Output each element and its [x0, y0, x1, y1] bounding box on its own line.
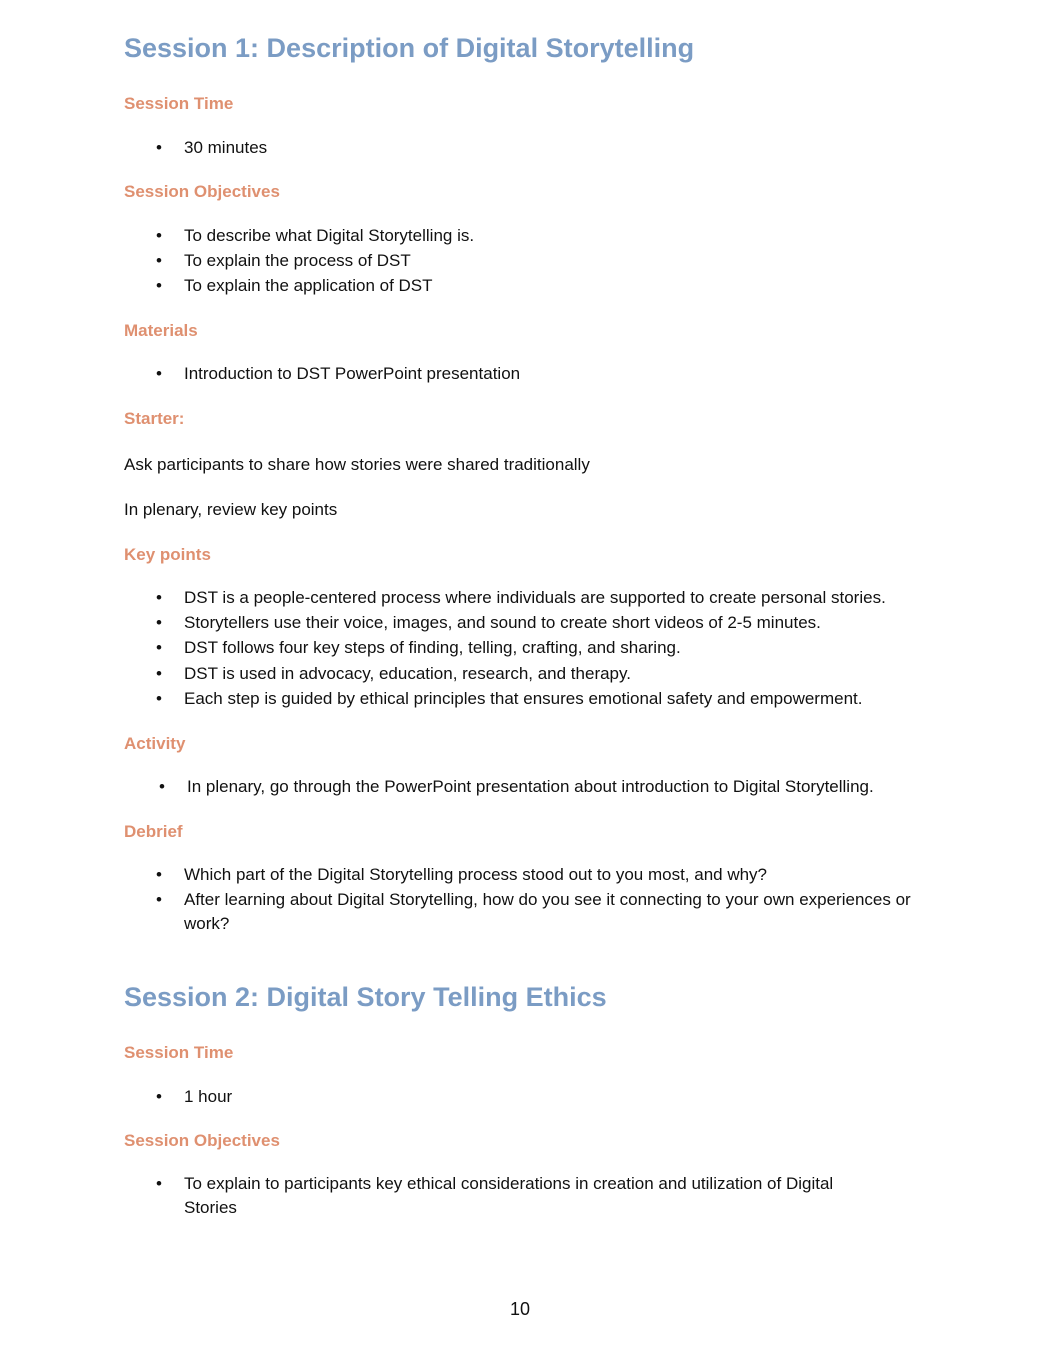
list-item: • To explain to participants key ethical considerations in creation and utilization of Digital Stories: [184, 1172, 874, 1220]
activity-heading: Activity: [124, 734, 186, 753]
list-item: • Each step is guided by ethical principles that ensures emotional safety and empowerment.: [184, 689, 863, 709]
list-item: • Introduction to DST PowerPoint presentation: [184, 364, 520, 384]
keypoints-heading: Key points: [124, 545, 211, 564]
list-item: • In plenary, go through the PowerPoint presentation about introduction to Digital Storytelling.: [187, 777, 874, 797]
starter-heading: Starter:: [124, 409, 185, 428]
page-number: 10: [509, 1299, 531, 1319]
starter-paragraph: In plenary, review key points: [124, 500, 338, 519]
session-2-time-heading: Session Time: [124, 1043, 234, 1062]
session-1-time-heading: Session Time: [124, 94, 234, 113]
list-item: • 1 hour: [184, 1087, 232, 1107]
session-2-objectives-heading: Session Objectives: [124, 1131, 280, 1150]
materials-heading: Materials: [124, 321, 198, 340]
list-item: • Storytellers use their voice, images, and sound to create short videos of 2-5 minutes.: [184, 613, 821, 633]
debrief-heading: Debrief: [124, 822, 183, 841]
starter-paragraph: Ask participants to share how stories were shared traditionally: [124, 455, 590, 474]
session-2-title: Session 2: Digital Story Telling Ethics: [124, 982, 607, 1012]
list-item: • DST is used in advocacy, education, research, and therapy.: [184, 664, 631, 684]
list-item: • To explain the application of DST: [184, 276, 433, 296]
list-item: • To explain the process of DST: [184, 251, 411, 271]
list-item: • To describe what Digital Storytelling is.: [184, 226, 474, 246]
list-item: • DST follows four key steps of finding, telling, crafting, and sharing.: [184, 638, 681, 658]
list-item: • DST is a people-centered process where individuals are supported to create personal stories.: [184, 588, 886, 608]
session-1-title: Session 1: Description of Digital Storytelling: [124, 33, 695, 63]
list-item: • Which part of the Digital Storytelling process stood out to you most, and why?: [184, 865, 767, 885]
session-1-objectives-heading: Session Objectives: [124, 182, 280, 201]
list-item: • After learning about Digital Storytelling, how do you see it connecting to your own experiences or work?: [184, 888, 914, 936]
list-item: • 30 minutes: [184, 138, 267, 158]
